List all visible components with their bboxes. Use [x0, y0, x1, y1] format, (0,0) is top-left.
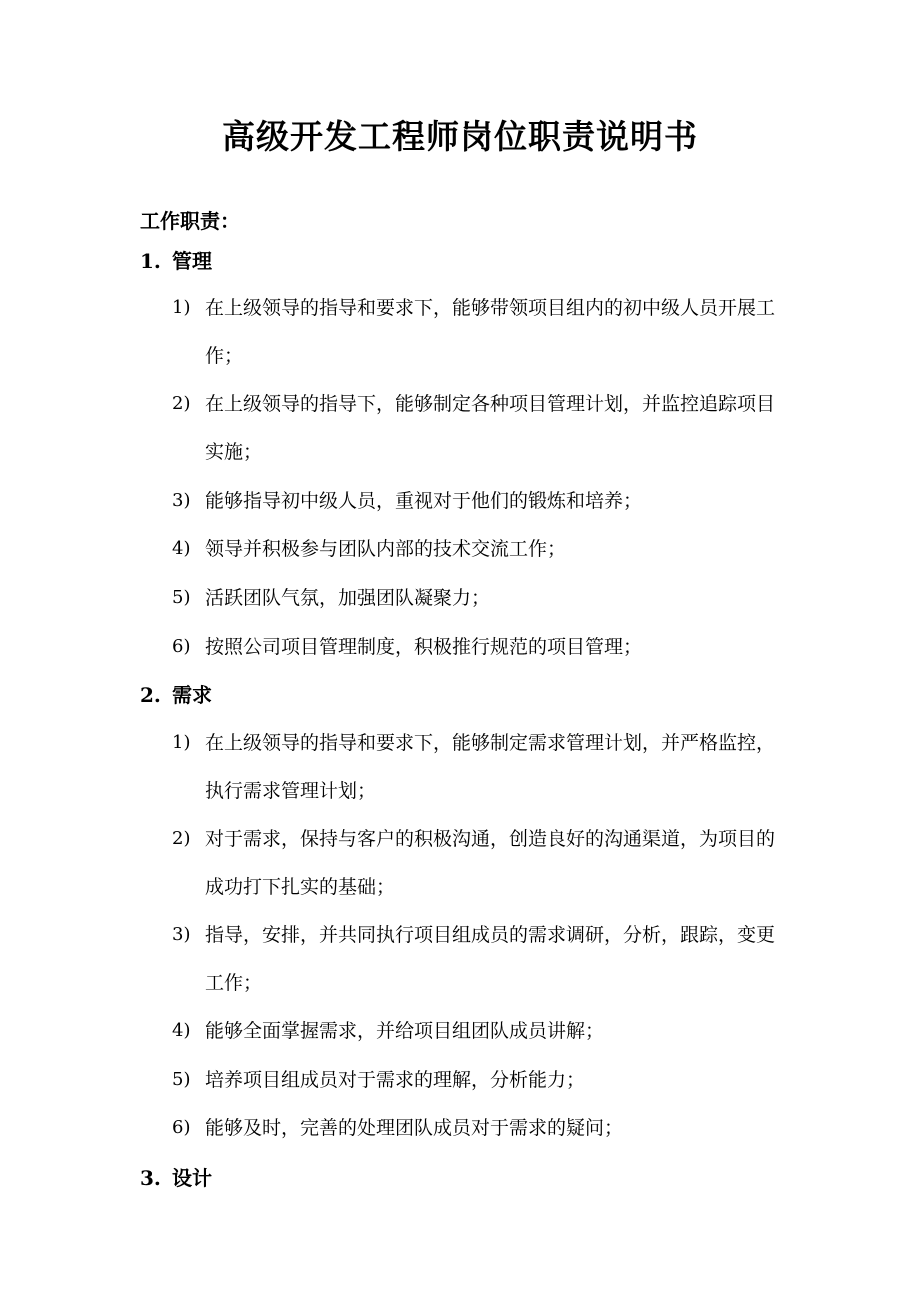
list-item	[172, 574, 792, 622]
item-number: 2)	[172, 393, 191, 414]
item-text: 能够指导初中级人员，重视对于他们的锻炼和培养；	[205, 490, 643, 512]
section-heading-management	[140, 246, 212, 276]
item-number: 2)	[172, 828, 191, 849]
section-label: 工作职责：	[140, 209, 240, 233]
list-item	[172, 1104, 792, 1152]
item-number: 3)	[172, 490, 191, 511]
item-number: 6)	[172, 1117, 191, 1138]
item-text: 活跃团队气氛，加强团队凝聚力；	[205, 587, 491, 609]
item-number: 1)	[172, 732, 191, 753]
section-title: 需求	[172, 683, 212, 707]
page-title: 高级开发工程师岗位职责说明书	[222, 117, 698, 156]
list-item	[172, 911, 792, 1007]
list-item	[172, 525, 792, 573]
item-text: 能够全面掌握需求，并给项目组团队成员讲解；	[205, 1020, 605, 1042]
list-item	[172, 623, 792, 671]
section-heading-requirements	[140, 680, 212, 710]
item-text: 领导并积极参与团队内部的技术交流工作；	[205, 538, 567, 560]
section-heading-design	[140, 1163, 212, 1193]
item-text: 在上级领导的指导和要求下，能够制定需求管理计划，并严格监控，执行需求管理计划；	[205, 732, 776, 802]
item-number: 5)	[172, 587, 191, 608]
item-number: 1)	[172, 297, 191, 318]
list-item	[172, 815, 792, 911]
section-number: 1.	[140, 249, 161, 273]
section-title: 设计	[172, 1166, 212, 1190]
item-text: 能够及时，完善的处理团队成员对于需求的疑问；	[205, 1117, 624, 1139]
list-item	[172, 380, 792, 476]
item-number: 4)	[172, 538, 191, 559]
item-number: 4)	[172, 1020, 191, 1041]
item-number: 5)	[172, 1069, 191, 1090]
list-item	[172, 1056, 792, 1104]
item-text: 培养项目组成员对于需求的理解，分析能力；	[205, 1069, 586, 1091]
section-number: 2.	[140, 683, 161, 707]
list-item	[172, 477, 792, 525]
item-text: 指导，安排，并共同执行项目组成员的需求调研，分析，跟踪，变更工作；	[205, 924, 776, 994]
item-text: 按照公司项目管理制度，积极推行规范的项目管理；	[205, 636, 643, 658]
section-number: 3.	[140, 1166, 161, 1190]
item-text: 对于需求，保持与客户的积极沟通，创造良好的沟通渠道，为项目的成功打下扎实的基础；	[205, 828, 776, 898]
item-number: 6)	[172, 636, 191, 657]
item-text: 在上级领导的指导下，能够制定各种项目管理计划，并监控追踪项目实施；	[205, 393, 776, 463]
item-text: 在上级领导的指导和要求下，能够带领项目组内的初中级人员开展工作；	[205, 297, 776, 367]
list-item	[172, 1007, 792, 1055]
list-item	[172, 719, 792, 815]
list-item	[172, 284, 792, 380]
section-title: 管理	[172, 249, 212, 273]
item-number: 3)	[172, 924, 191, 945]
